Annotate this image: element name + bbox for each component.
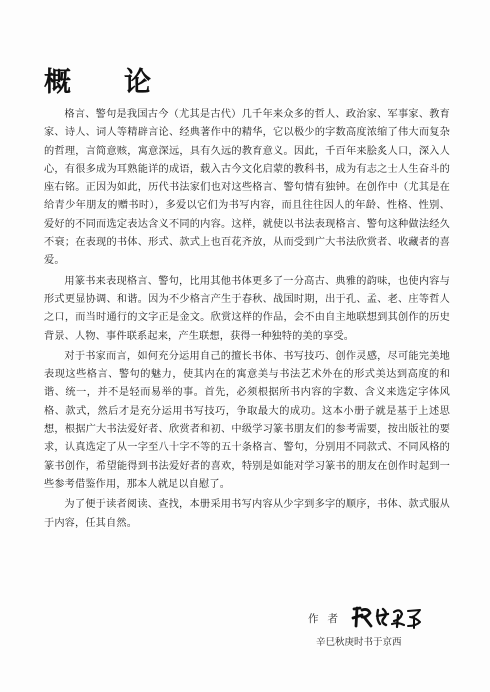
- paragraph-1: 格言、警句是我国古今（尤其是古代）几千年来众多的哲人、政治家、军事家、教育家、诗人、词人等精辟言论、经典著作中的精华，它以极少的字数高度浓缩了伟大而复杂的哲理，言简意赅，寓意深远，具有久远的教育意义。因此，千百年来脍炙人口，深入人心，有很多成为耳熟能详的成语，载入古今文化启蒙的教科书，成为有志之士人生奋斗的座右铭。正因为如此，历代书法家们也对这些格言、警句情有独钟。在创作中（尤其是在给青少年朋友的赠书时），多爱以它们为书写内容，而且往往因人的年龄、性格、性别、爱好的不同而选定表达含义不同的内容。这样，就使以书法表现格言、警句这种做法经久不衰；在表现的书体、形式、款式上也百花齐放，从而受到广大书法欣赏者、收藏者的喜爱。: [44, 109, 450, 267]
- paragraph-2: 用篆书来表现格言、警句，比用其他书体更多了一分高古、典雅的韵味，也使内容与形式更显协调、和谐。因为不少格言产生于春秋、战国时期，出于孔、孟、老、庄等哲人之口，而当时通行的文字正是金文。欣赏这样的作品，会不由自主地联想到其创作的历史背景、人物、事件联系起来，产生联想，获得一种独特的美的享受。: [44, 275, 450, 342]
- title-char-2: 论: [124, 67, 151, 98]
- body-text: [44, 106, 450, 533]
- author-signature-block: [308, 604, 468, 660]
- paragraph-4: 为了便于读者阅读、查找，本册采用书写内容从少字到多字的顺序，书体、款式服从于内容，任其自然。: [44, 499, 450, 529]
- title-char-1: 概: [44, 67, 71, 98]
- handwritten-signature-icon: [350, 604, 424, 630]
- paragraph-3: 对于书家而言，如何充分运用自己的擅长书体、书写技巧、创作灵感，尽可能完美地表现这些格言、警句的魅力，使其内在的寓意美与书法艺术外在的形式美达到高度的和谐、统一，并不是轻而易举的事。首先，必须根据所书内容的字数、含义来选定字体风格、款式，然后才是充分运用书写技巧，争取最大的成功。这本小册子就是基于上述思想，根据广大书法爱好者、欣赏者和初、中级学习篆书朋友们的参考需要，按出版社的要求，认真选定了从一字至八十字不等的五十条格言、警句，分别用不同款式、不同风格的篆书创作，希望能得到书法爱好者的喜欢，特别是如能对学习篆书的朋友在创作时起到一些参考借鉴作用，那本人就足以自慰了。: [44, 350, 450, 490]
- author-label: 作者: [308, 613, 347, 625]
- signature-date: 辛巳秋庚时书于京西: [316, 637, 402, 648]
